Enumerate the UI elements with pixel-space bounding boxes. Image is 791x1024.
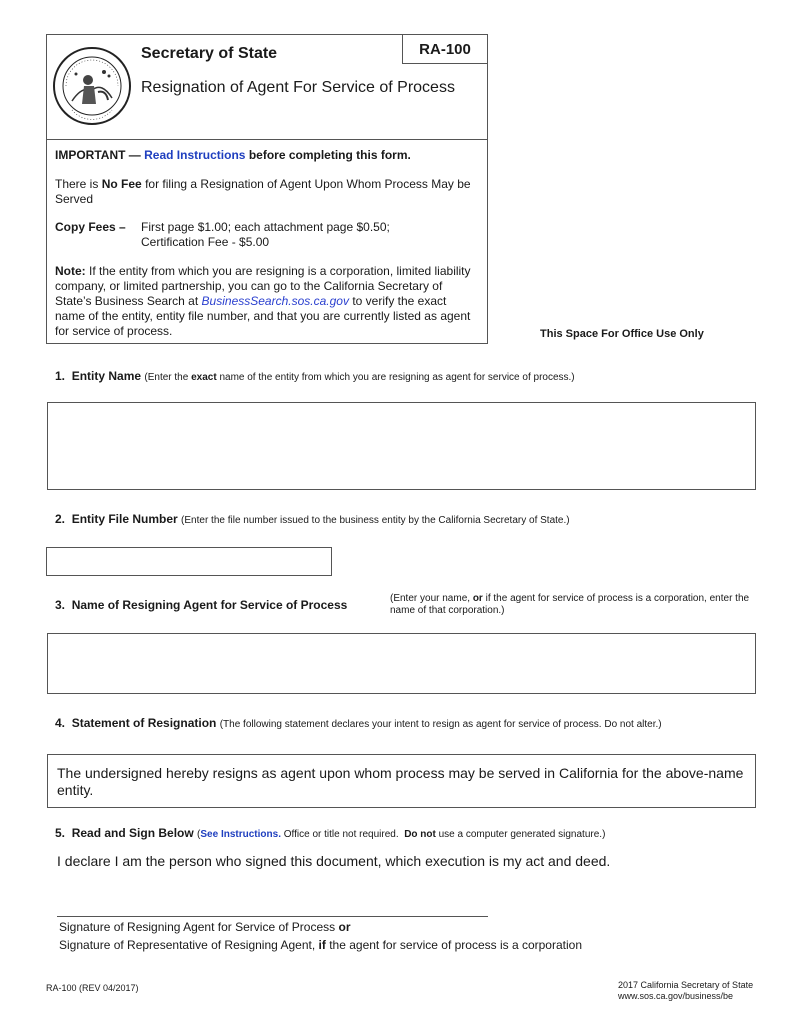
header-divider — [46, 139, 488, 140]
see-instructions-link[interactable]: See Instructions. — [200, 829, 281, 840]
section-number: 3. — [55, 598, 66, 612]
read-instructions-link[interactable]: Read Instructions — [144, 148, 246, 162]
note-pre: If the entity from which you are resigning is a corporation, limited liability company, or limited partnership, you can go to the California Secretary of State’s Business Search at — [55, 264, 471, 308]
section-label: Read and Sign Below — [71, 826, 194, 840]
copy-fees-line-2: Certification Fee - $5.00 — [141, 235, 270, 249]
section-label: Entity Name — [71, 369, 142, 383]
footer-form-revision: RA-100 (REV 04/2017) — [46, 983, 139, 993]
important-notice — [55, 148, 411, 163]
section-number: 4. — [55, 716, 66, 730]
section-number: 2. — [55, 512, 66, 526]
section-label: Statement of Resignation — [71, 716, 217, 730]
form-title: Resignation of Agent For Service of Process — [141, 79, 455, 96]
signature-line[interactable] — [57, 916, 488, 917]
section-number: 5. — [55, 826, 66, 840]
footer-url: www.sos.ca.gov/business/be — [618, 991, 734, 1001]
section-entity-name-heading — [55, 369, 575, 383]
fee-post: for filing a Resignation of Agent Upon Whom Process May be Served — [55, 177, 471, 206]
section-hint: (Enter the exact name of the entity from which you are resigning as agent for service of process.) — [144, 372, 575, 383]
section-number: 1. — [55, 369, 66, 383]
agency-title: Secretary of State — [141, 45, 278, 62]
business-search-link[interactable]: BusinessSearch.sos.ca.gov — [201, 294, 349, 308]
note-paragraph — [55, 264, 475, 339]
section-sign-heading — [55, 826, 605, 840]
section-hint: (The following statement declares your intent to resign as agent for service of process. Do not alter.) — [219, 719, 662, 730]
fee-pre: There is — [55, 177, 99, 191]
important-prefix: IMPORTANT — — [55, 148, 141, 162]
form-id-badge: RA-100 — [402, 34, 488, 64]
footer-copyright-line: 2017 California Secretary of State — [618, 980, 754, 990]
fee-bold: No Fee — [101, 177, 142, 191]
copy-fees-line-1: First page $1.00; each attachment page $0.50; — [141, 220, 390, 234]
declaration-text: I declare I am the person who signed this document, which execution is my act and deed. — [57, 853, 611, 869]
entity-file-number-field[interactable] — [46, 547, 332, 576]
section-label: Name of Resigning Agent for Service of Process — [71, 598, 348, 612]
section-statement-heading — [55, 716, 662, 730]
section-resigning-agent-heading — [55, 598, 347, 612]
signature-caption-1: Signature of Resigning Agent for Service of Process or — [59, 920, 351, 934]
section-hint: (Enter the file number issued to the business entity by the California Secretary of State.) — [181, 515, 570, 526]
fee-notice — [55, 177, 475, 207]
note-label: Note: — [55, 264, 86, 278]
entity-name-field[interactable] — [47, 402, 756, 490]
section-label: Entity File Number — [71, 512, 178, 526]
signature-caption-2: Signature of Representative of Resigning Agent, if the agent for service of process is a corporation — [59, 938, 582, 952]
resigning-agent-name-field[interactable] — [47, 633, 756, 694]
copy-fees-label: Copy Fees – — [55, 220, 126, 234]
section-entity-file-number-heading — [55, 512, 570, 526]
section-hint: (Enter your name, or if the agent for service of process is a corporation, enter the name of that corporation.) — [390, 593, 750, 616]
important-suffix: before completing this form. — [248, 148, 411, 162]
section-hint: (See Instructions. Office or title not required. Do not use a computer generated signature.) — [197, 829, 606, 840]
note-post: to verify the exact name of the entity, entity file number, and that you are currently listed as agent for service of process. — [55, 294, 471, 338]
california-state-seal-icon — [52, 46, 132, 126]
resignation-statement-box: The undersigned hereby resigns as agent upon whom process may be served in California for the above-name entity. — [47, 754, 756, 808]
office-use-label: This Space For Office Use Only — [540, 328, 704, 340]
copy-fees-text — [141, 220, 471, 250]
footer-copyright — [618, 980, 753, 1002]
